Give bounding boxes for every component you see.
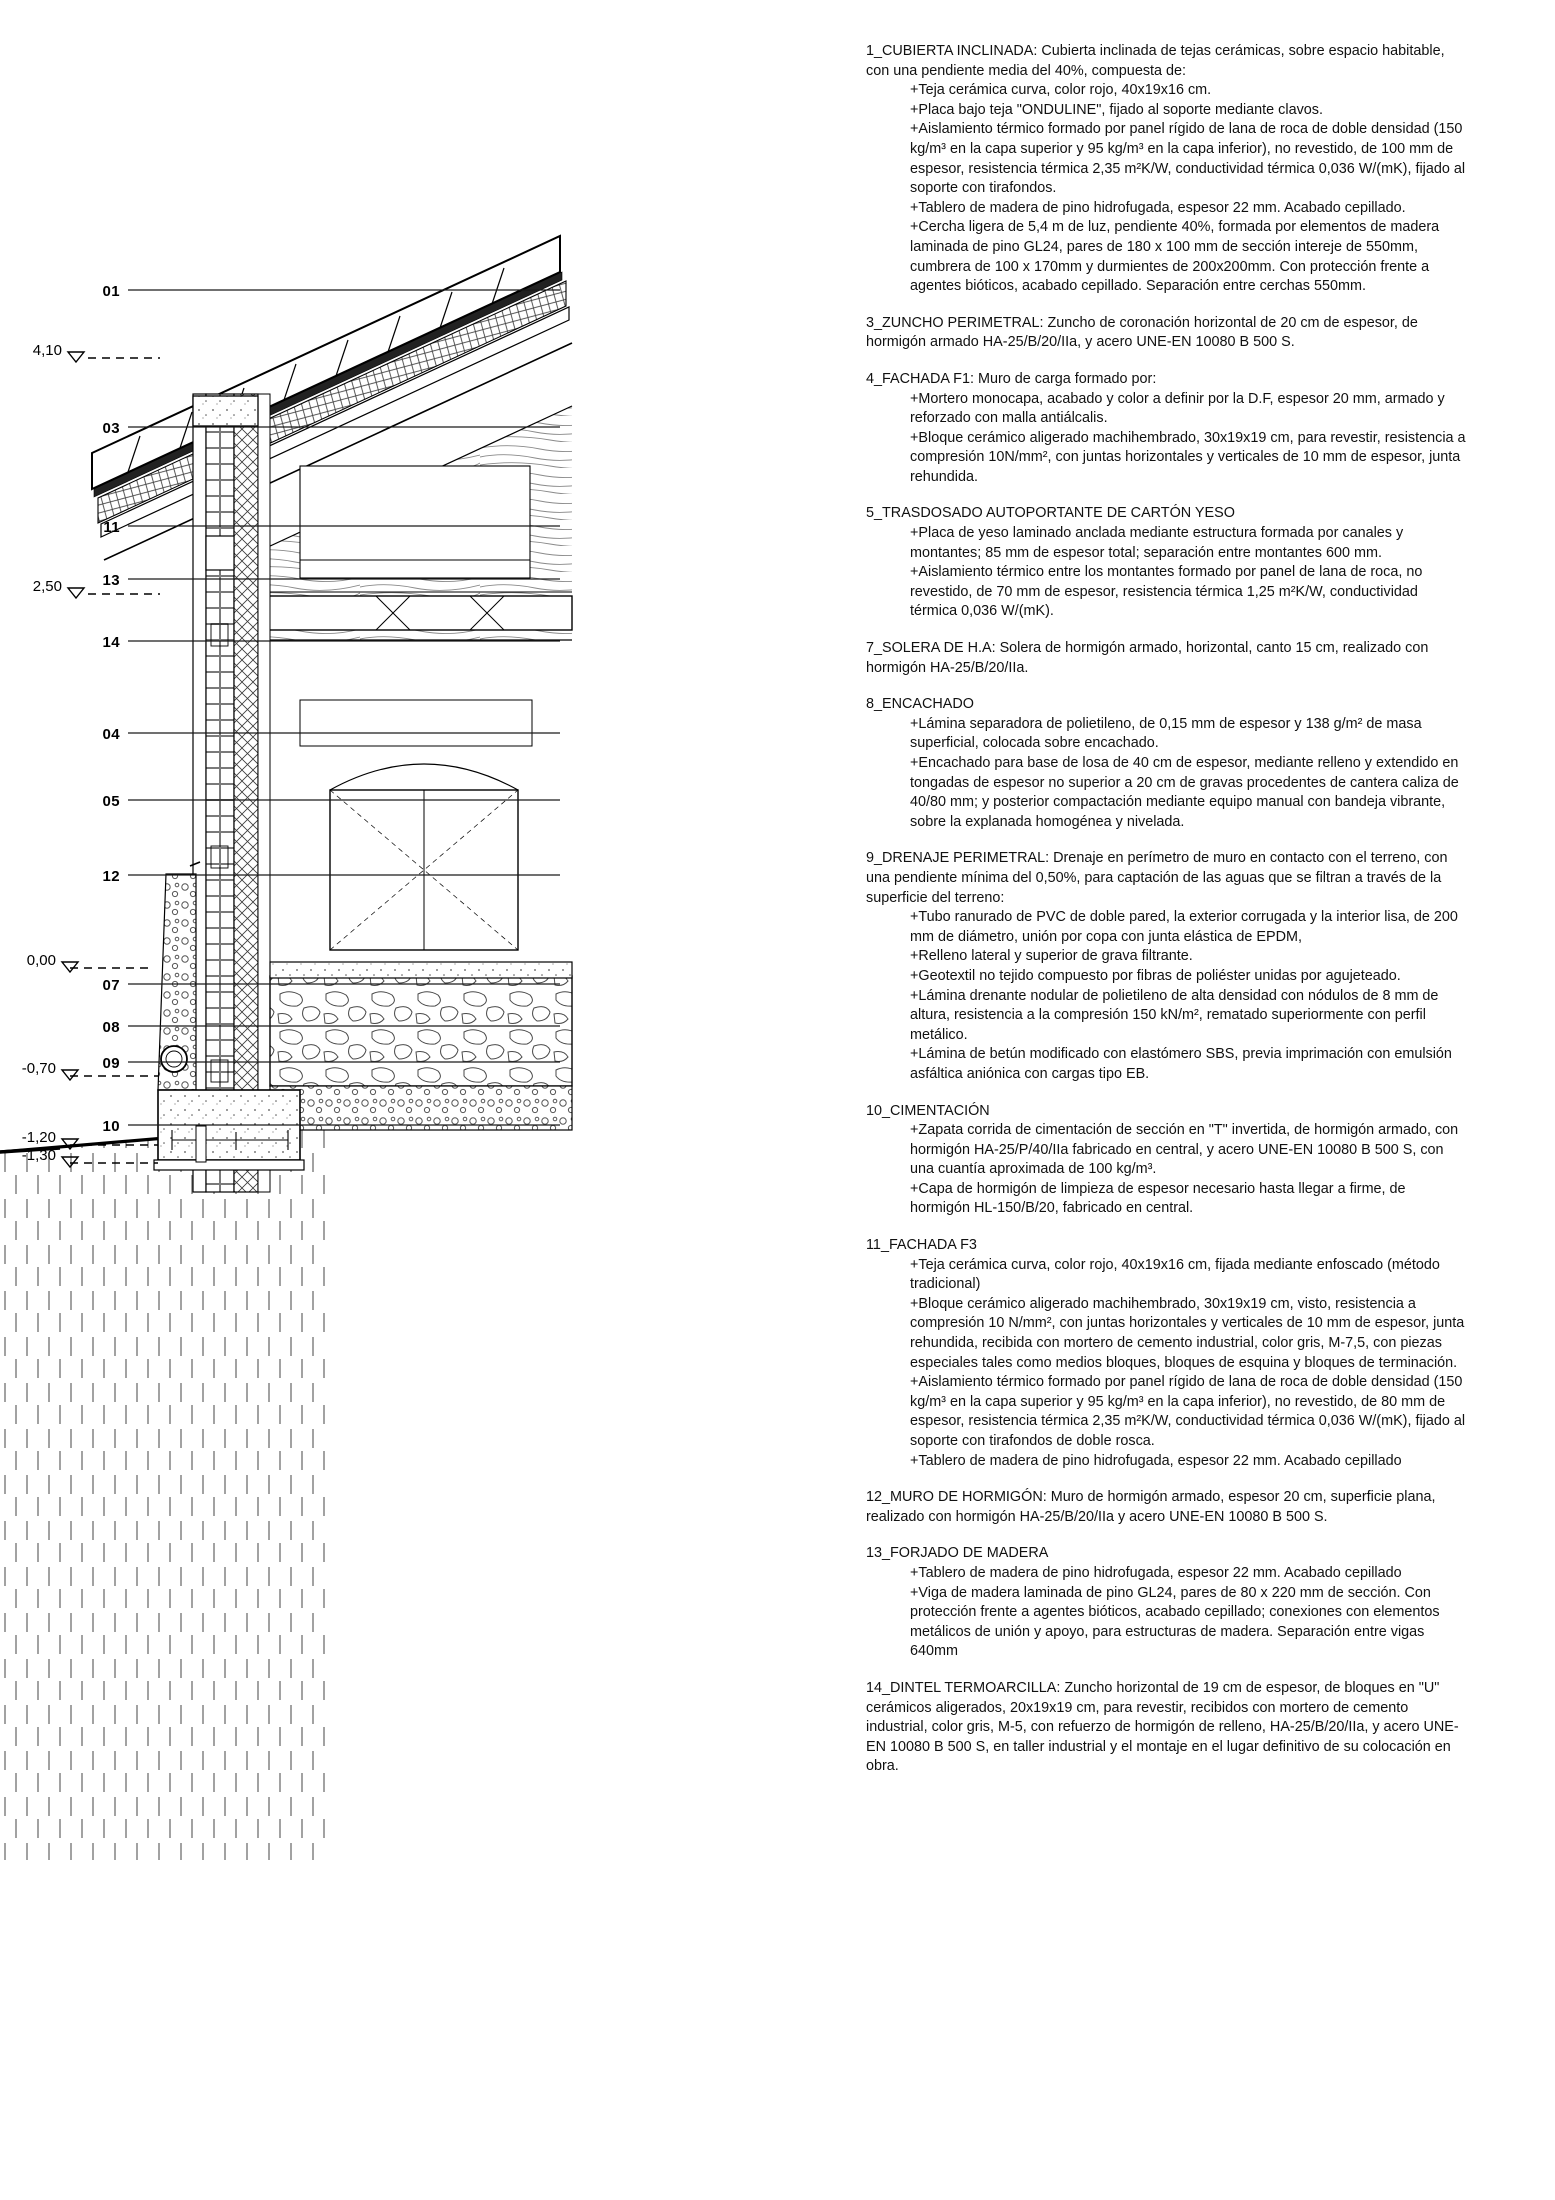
spec-block-5 (866, 504, 1466, 622)
spec-block-7 (866, 639, 1466, 678)
callout-08: 08 (102, 1019, 120, 1036)
level-4-10: 4,10 (32, 342, 62, 359)
spec-block-12 (866, 1488, 1466, 1527)
timber-floor-slab (248, 592, 572, 630)
spec-head: 13_FORJADO DE MADERA (866, 1545, 1049, 1562)
specification-notes (866, 42, 1466, 1794)
architectural-section-drawing (0, 0, 610, 2200)
spec-head: 9_DRENAJE PERIMETRAL: Drenaje en perímetro de muro en contacto con el terreno, con una pendiente mínima del 0,50%, para captación de las aguas que se filtran a través de la superficie del terreno: (866, 850, 1448, 906)
stone-base-band (270, 976, 572, 1086)
spec-item: +Aislamiento térmico formado por panel rígido de lana de roca de doble densidad (150 kg/m³ en la capa superior y 95 kg/m³ en la capa inferior), no revestido, de 80 mm de espesor, resistencia térmica 2,35 m²K/W, conductividad térmica 0,036 W/(mK), fijado al soporte con tirafondos de doble rosca. (910, 1374, 1466, 1449)
facade-wall-section (193, 394, 270, 1192)
spec-head: 10_CIMENTACIÓN (866, 1102, 990, 1119)
spec-item: +Zapata corrida de cimentación de sección en "T" invertida, de hormigón armado, con hormigón HA-25/P/40/IIa fabricado en central, y acero UNE-EN 10080 B 500 S, con una cuantía aproximada de 100 kg/m³. (910, 1122, 1459, 1178)
perimeter-drainage (158, 862, 200, 1090)
callout-12: 12 (102, 868, 120, 885)
callout-11: 11 (103, 519, 120, 536)
callout-07: 07 (102, 977, 120, 994)
spec-item: +Teja cerámica curva, color rojo, 40x19x16 cm, fijada mediante enfoscado (método tradicional) (910, 1256, 1440, 1293)
spec-item: +Tablero de madera de pino hidrofugada, espesor 22 mm. Acabado cepillado. (910, 199, 1406, 216)
spec-item: +Encachado para base de losa de 40 cm de espesor, mediante relleno y extendido en tongadas de espesor no superior a 20 cm de gravas procedentes de cantera caliza de 40/80 mm; y posterior compactación mediante equipo manual con bandeja vibrante, sobre la explanada homogénea y nivelada. (910, 755, 1459, 830)
level-minus-1-30: -1,30 (21, 1147, 56, 1164)
spec-item: +Lámina drenante nodular de polietileno de alta densidad con nódulos de 8 mm de altura, resistencia a la compresión 150 kN/m², rematado superiormente con perfil metálico. (910, 987, 1439, 1043)
spec-block-4 (866, 370, 1466, 488)
callout-04: 04 (102, 726, 120, 743)
spec-item: +Mortero monocapa, acabado y color a definir por la D.F, espesor 20 mm, armado y reforzado con malla antiálcalis. (910, 390, 1445, 427)
spec-head: 11_FACHADA F3 (866, 1237, 977, 1254)
spec-block-14 (866, 1679, 1466, 1777)
callout-14: 14 (102, 634, 120, 651)
level-minus-0-70: -0,70 (21, 1060, 56, 1077)
spec-block-9 (866, 849, 1466, 1084)
spec-head: 7_SOLERA DE H.A: Solera de hormigón armado, horizontal, canto 15 cm, realizado con hormigón HA-25/B/20/IIa. (866, 640, 1429, 676)
level-0-00: 0,00 (26, 952, 56, 969)
spec-item: +Aislamiento térmico formado por panel rígido de lana de roca de doble densidad (150 kg/m³ en la capa superior y 95 kg/m³ en la capa inferior), no revestido, de 100 mm de espesor, resistencia térmica 2,35 m²K/W, conductividad térmica 0,036 W/(mK), fijado al soporte con tirafondos. (910, 121, 1466, 197)
callout-10: 10 (102, 1118, 120, 1135)
spec-item: +Bloque cerámico aligerado machihembrado, 30x19x19 cm, para revestir, resistencia a compresión 10N/mm², con juntas horizontales y verticales de 10 mm de espesor, junta rehundida. (910, 429, 1466, 485)
spec-block-8 (866, 695, 1466, 832)
spec-block-11 (866, 1236, 1466, 1471)
callout-05: 05 (102, 793, 120, 810)
spec-head: 14_DINTEL TERMOARCILLA: Zuncho horizontal de 19 cm de espesor, de bloques en "U" cerámicos aligerados, 20x19x19 cm, para revestir, recibidos con mortero de cemento industrial, color gris, M-5, con refuerzo de hormigón de relleno, HA-25/B/20/IIa, y acero UNE-EN 10080 B 500 S, en taller industrial y el montaje en el lugar definitivo de su colocación en obra. (866, 1679, 1459, 1775)
spec-item: +Aislamiento térmico entre los montantes formado por panel de lana de roca, no revestido, de 70 mm de espesor, resistencia térmica 1,25 m²K/W, conductividad térmica 0,036 W/(mK). (910, 564, 1423, 620)
spec-item: +Geotextil no tejido compuesto por fibras de poliéster unidas por agujeteado. (910, 967, 1401, 984)
spec-item: +Bloque cerámico aligerado machihembrado, 30x19x19 cm, visto, resistencia a compresión 10 N/mm², con juntas horizontales y verticales de 10 mm de espesor, junta rehundida, recibida con mortero de cemento industrial, color gris, M-7,5, con piezas especiales tales como medios bloques, bloques de esquina y bloques de terminación. (910, 1295, 1465, 1371)
spec-item: +Tablero de madera de pino hidrofugada, espesor 22 mm. Acabado cepillado (910, 1564, 1402, 1581)
spec-item: +Teja cerámica curva, color rojo, 40x19x16 cm. (910, 82, 1212, 99)
spec-item: +Capa de hormigón de limpieza de espesor necesario hasta llegar a firme, de hormigón HL-150/B/20, fabricado en central. (910, 1180, 1406, 1217)
spec-block-10 (866, 1102, 1466, 1220)
spec-head: 5_TRASDOSADO AUTOPORTANTE DE CARTÓN YESO (866, 505, 1235, 522)
spec-block-13 (866, 1544, 1466, 1662)
foundation-footing (154, 1090, 304, 1170)
callout-09: 09 (102, 1055, 120, 1072)
spec-item: +Lámina de betún modificado con elastómero SBS, previa imprimación con emulsión asfáltica aniónica con cargas tipo EB. (910, 1046, 1452, 1082)
level-2-50: 2,50 (32, 578, 62, 595)
spec-item: +Lámina separadora de polietileno, de 0,15 mm de espesor y 138 g/m² de masa superficial, colocada sobre encachado. (910, 715, 1422, 752)
level-minus-1-20: -1,20 (21, 1129, 56, 1146)
spec-item: +Cercha ligera de 5,4 m de luz, pendiente 40%, formada por elementos de madera laminada de pino GL24, pares de 180 x 100 mm de sección intereje de 550mm, cumbrera de 100 x 170mm y durmientes de 200x200mm. Con protección frente a agentes bióticos, acabado cepillado. Separación entre cerchas 550mm. (910, 219, 1440, 295)
spec-item: +Placa bajo teja "ONDULINE", fijado al soporte mediante clavos. (910, 101, 1323, 118)
interior-ground-room (300, 700, 532, 950)
callout-01: 01 (102, 283, 120, 300)
spec-head: 8_ENCACHADO (866, 696, 974, 713)
concrete-retaining-wall (196, 1126, 206, 1162)
spec-head: 4_FACHADA F1: Muro de carga formado por: (866, 370, 1157, 387)
spec-head: 12_MURO DE HORMIGÓN: Muro de hormigón armado, espesor 20 cm, superficie plana, realizado con hormigón HA-25/B/20/IIa y acero UNE-EN 10080 B 500 S. (866, 1489, 1436, 1525)
callout-03: 03 (102, 420, 120, 437)
spec-block-1 (866, 42, 1466, 297)
section-svg (0, 0, 610, 2200)
spec-item: +Viga de madera laminada de pino GL24, pares de 80 x 220 mm de sección. Con protección frente a agentes bióticos, acabado cepillado; conexiones con elementos metálicos de unión y apoyo, para estructuras de madera. Separación entre vigas 640mm (910, 1584, 1440, 1660)
terrain-hatch (0, 1124, 330, 1860)
spec-item: +Placa de yeso laminado anclada mediante estructura formada por canales y montantes; 85 mm de espesor total; separación entre montantes 600 mm. (910, 525, 1404, 561)
callout-13: 13 (102, 572, 120, 589)
spec-block-3 (866, 314, 1466, 353)
spec-head: 3_ZUNCHO PERIMETRAL: Zuncho de coronación horizontal de 20 cm de espesor, de hormigón armado HA-25/B/20/IIa, y acero UNE-EN 10080 B 500 S. (866, 314, 1418, 351)
spec-item: +Relleno lateral y superior de grava filtrante. (910, 948, 1193, 965)
interior-upper-room (300, 466, 530, 578)
spec-item: +Tubo ranurado de PVC de doble pared, la exterior corrugada y la interior lisa, de 200 mm de diámetro, unión por copa con junta elástica de EPDM, (910, 909, 1458, 945)
spec-head: 1_CUBIERTA INCLINADA: Cubierta inclinada de tejas cerámicas, sobre espacio habitable, con una pendiente media del 40%, compuesta de: (866, 43, 1445, 79)
spec-item: +Tablero de madera de pino hidrofugada, espesor 22 mm. Acabado cepillado (910, 1452, 1402, 1469)
